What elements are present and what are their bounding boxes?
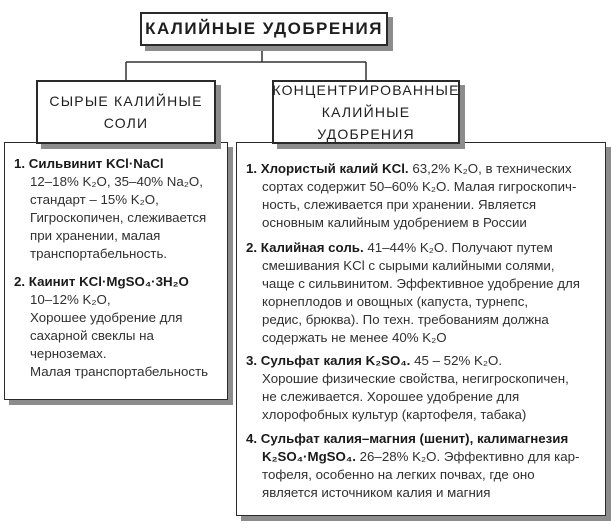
left-header-box (36, 80, 216, 144)
right-item-4-line: является источником калия и магния (262, 485, 491, 500)
right-header-line-1: КОНЦЕНТРИРОВАННЫЕ (272, 82, 460, 98)
left-item-1-name: Сильвинит (28, 156, 103, 171)
right-item-3-line: Хорошие физические свойства, негигроскопичен, (262, 371, 569, 386)
right-item-2-name: Калийная соль. (260, 240, 364, 255)
right-item-4-name: Сульфат калия–магния (шенит), калимагнезия (260, 431, 569, 446)
left-item-1-line: Гигроскопичен, слеживается (30, 210, 207, 225)
diagram-title: КАЛИЙНЫЕ УДОБРЕНИЯ (145, 19, 383, 38)
right-item-4-first-line: 26–28% K₂O. Эффективно для кар- (359, 449, 580, 464)
right-header-box (272, 80, 460, 144)
left-item-1-heading: 1. Сильвинит KCl·NaCl (14, 156, 164, 171)
right-item-3-heading: 3. Сульфат калия K₂SO₄. 45 – 52% K₂O. (246, 353, 503, 368)
title-box (140, 12, 388, 46)
right-item-1-line: сортах содержит 50–60% K₂O. Малая гигроскопич- (262, 179, 577, 194)
right-item-2-line: содержать не менее 40% K₂O (262, 330, 447, 345)
left-item-2-formula: KCl·MgSO₄·3H₂O (79, 274, 189, 289)
right-item-2-line: редис, брюква). По техн. требованиям должна (262, 312, 549, 327)
left-item-2-heading: 2. Каинит KCl·MgSO₄·3H₂O (14, 274, 189, 289)
right-item-1-line: основным калийным удобрением в России (262, 215, 527, 230)
right-item-2-line: корнеплодов и овощных (капуста, турнепс, (262, 294, 529, 309)
right-item-3-name: Сульфат калия (260, 353, 362, 368)
left-item-2-line: черноземах. (30, 346, 107, 361)
left-item-2-line: сахарной свеклы на (30, 328, 154, 343)
right-item-2-heading: 2. Калийная соль. 41–44% K₂O. Получают путем (246, 240, 553, 255)
right-item-4-heading: 4. Сульфат калия–магния (шенит), калимагнезия (246, 431, 569, 446)
right-item-1-heading: 1. Хлористый калий KCl. 63,2% K₂O, в технических (246, 161, 572, 176)
right-item-2-first-line: 41–44% K₂O. Получают путем (367, 240, 553, 255)
left-item-1-line: транспортабельность. (30, 246, 168, 261)
left-header-line-2: СОЛИ (103, 115, 149, 131)
left-item-2-name: Каинит (28, 274, 76, 289)
left-item-2-line: Малая транспортабельность (30, 364, 209, 379)
right-item-1-first-line: 63,2% K₂O, в технических (412, 161, 572, 176)
left-item-2-line: 10–12% K₂O, (30, 292, 111, 307)
right-item-4-formula: K₂SO₄·MgSO₄. (262, 449, 356, 464)
left-header-line-1: СЫРЫЕ КАЛИЙНЫЕ (49, 93, 203, 109)
right-item-1-name: Хлористый калий KCl. (260, 161, 409, 176)
right-item-3-line: хлорофобных культур (картофеля, табака) (262, 407, 527, 422)
right-item-4-line: тофеля, особенно на легких почвах, где оно (262, 467, 535, 482)
right-item-3-first-line: 45 – 52% K₂O. (414, 353, 503, 368)
left-item-1-line: стандарт – 15% K₂O, (30, 192, 159, 207)
left-item-1-line: при хранении, малая (30, 228, 161, 243)
left-item-2-line: Хорошее удобрение для (30, 310, 183, 325)
right-item-2-line: чаще с сильвинитом. Эффективное удобрение для (262, 276, 580, 291)
right-item-3-line: не слеживается. Хорошее удобрение для (262, 389, 520, 404)
right-item-4-formula-line (262, 448, 579, 466)
right-header-line-2: КАЛИЙНЫЕ УДОБРЕНИЯ (317, 104, 415, 142)
left-item-1-line: 12–18% K₂O, 35–40% Na₂O, (30, 174, 203, 189)
right-item-3-formula: K₂SO₄. (365, 353, 411, 368)
right-item-2-line: смешивания KCl с сырыми калийными солями, (262, 258, 555, 273)
right-item-1-line: ность, слеживается при хранении. Является (262, 197, 537, 212)
left-item-1-formula: KCl·NaCl (105, 156, 164, 171)
